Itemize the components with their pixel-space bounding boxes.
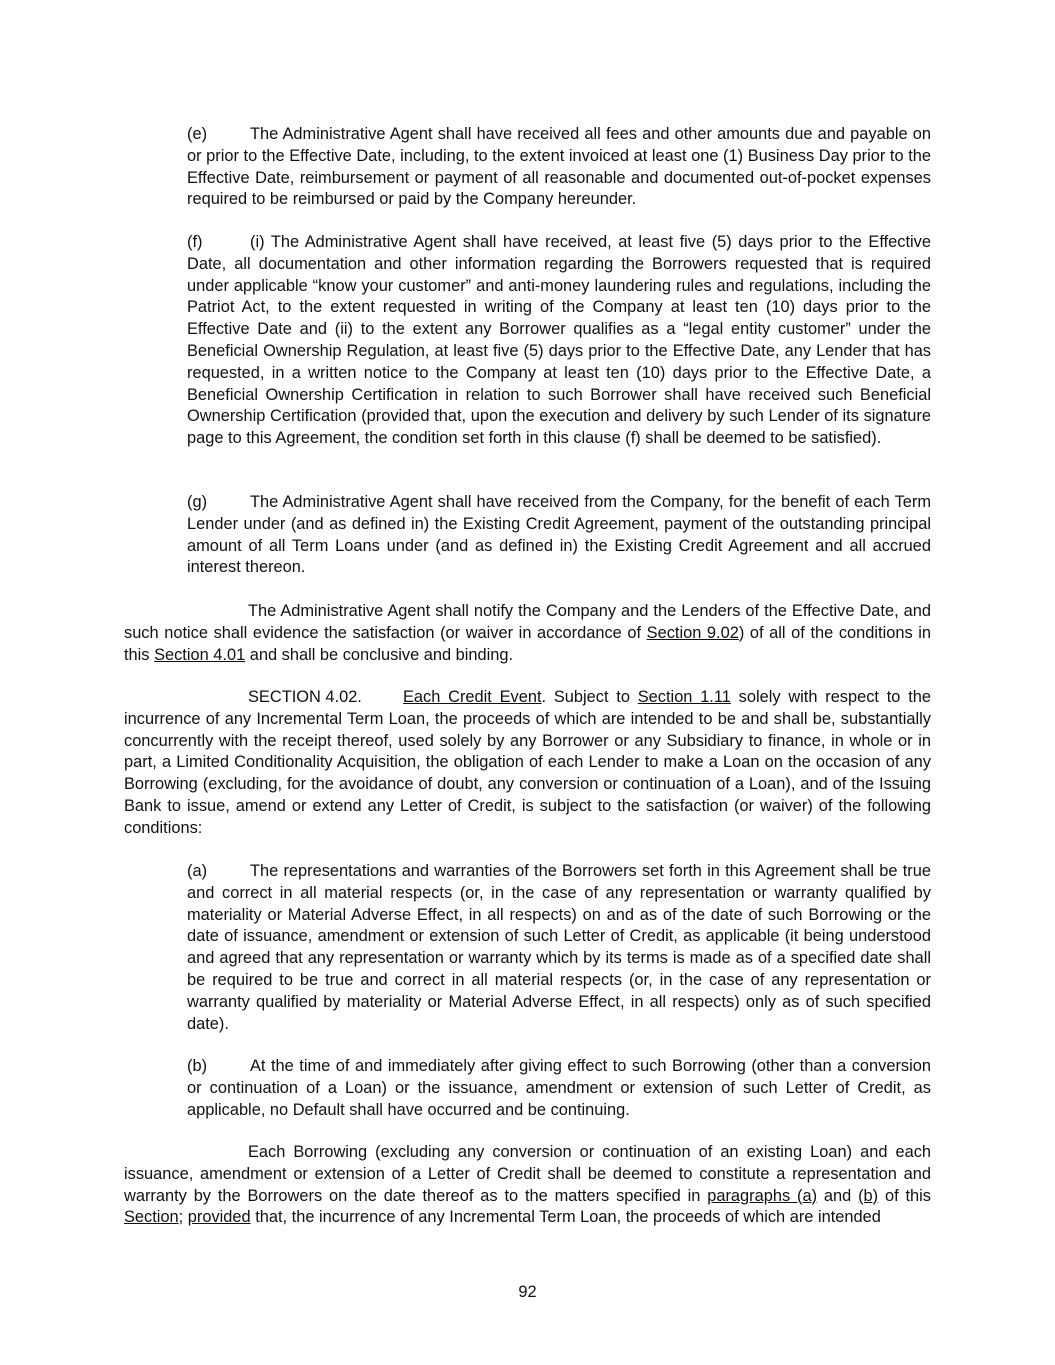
section-4-02-paragraph (124, 687, 931, 840)
effective-date-notice-paragraph (124, 601, 931, 666)
paragraph-label: (a) (187, 862, 208, 880)
provided-term: provided (187, 1208, 251, 1227)
paragraph-text: The Administrative Agent shall have received all fees and other amounts due and payable on or prior to the Effective Date, including, to the extent invoiced at least one (1) Business Day prior to the Effective Date, reimbursement or payment of all reasonable and documented out-of-pocket expenses required to be reimbursed or paid by the Company hereunder. (187, 125, 931, 209)
notice-text: and shall be conclusive and binding. (245, 645, 514, 664)
paragraph-b (187, 1056, 931, 1121)
section-9-02-reference: Section 9.02 (646, 623, 739, 642)
each-borrowing-paragraph (124, 1142, 931, 1229)
section-text: . Subject to (541, 688, 638, 706)
paragraph-a (187, 861, 931, 1035)
section-reference: Section (124, 1208, 179, 1227)
paragraph-text: The Administrative Agent shall have received from the Company, for the benefit of each Term Lender under (and as defined in) the Existing Credit Agreement, payment of the outstanding principal amount of all Term Loans under (and as defined in) the Existing Credit Agreement and all accrued interest thereon. (187, 493, 931, 577)
section-text: solely with respect to the incurrence of any Incremental Term Loan, the proceeds of which are intended to be and shall be, substantially concurrently with the receipt thereof, used solely by any Borrower or any Subsidiary to finance, in whole or in part, a Limited Conditionality Acquisition, the obligation of each Lender to make a Loan on the occasion of any Borrowing (excluding, for the avoidance of doubt, any conversion or continuation of a Loan), and of the Issuing Bank to issue, amend or extend any Letter of Credit, is subject to the satisfaction (or waiver) of the following conditions: (124, 688, 931, 837)
paragraph-b-reference: (b) (858, 1186, 879, 1205)
section-number: SECTION 4.02. (248, 688, 362, 706)
section-1-11-reference: Section 1.11 (637, 688, 731, 706)
paragraph-text: of this (878, 1186, 931, 1205)
paragraph-text: At the time of and immediately after giving effect to such Borrowing (other than a conversion or continuation of a Loan) or the issuance, amendment or extension of such Letter of Credit, as applicable, no Default shall have occurred and be continuing. (187, 1057, 931, 1119)
section-heading: Each Credit Event (403, 688, 542, 706)
paragraph-label: (g) (187, 493, 208, 511)
paragraph-e (187, 124, 931, 211)
paragraph-g (187, 492, 931, 579)
paragraph-text: Each Borrowing (excluding any conversion or continuation of an existing Loan) and each issuance, amendment or extension of a Letter of Credit shall be deemed to constitute a representation and warranty by the Borrowers on the date thereof as to the matters specified in (124, 1143, 931, 1205)
paragraph-f (187, 232, 931, 450)
paragraph-label: (b) (187, 1057, 208, 1075)
paragraph-label: (f) (187, 233, 203, 251)
paragraph-text: that, the incurrence of any Incremental Term Loan, the proceeds of which are intended (250, 1208, 881, 1227)
paragraph-label: (e) (187, 125, 208, 143)
paragraph-text: The representations and warranties of the Borrowers set forth in this Agreement shall be true and correct in all material respects (or, in the case of any representation or warranty qualified by materiality or Material Adverse Effect, in all respects) on and as of the date of such Borrowing or the date of issuance, amendment or extension of such Letter of Credit, as applicable (it being understood and agreed that any representation or warranty which by its terms is made as of a specified date shall be required to be true and correct in all material respects (or, in the case of any representation or warranty qualified by materiality or Material Adverse Effect, in all respects) only as of such specified date). (187, 862, 931, 1033)
notice-text: The Administrative Agent shall notify the Company and the Lenders of the Effective Date, and such notice shall evidence the satisfaction (or waiver in accordance of (124, 602, 931, 642)
notice-text: ) of all of the conditions in this (124, 623, 932, 664)
paragraph-text: and (817, 1186, 859, 1205)
paragraphs-a-reference: paragraphs (a) (707, 1186, 818, 1205)
paragraph-text: ; (178, 1208, 188, 1227)
page-number: 92 (518, 1283, 537, 1301)
section-4-01-reference: Section 4.01 (154, 645, 246, 664)
paragraph-text: (i) The Administrative Agent shall have received, at least five (5) days prior to the Effective Date, all documentation and other information regarding the Borrowers requested that is required under applicable “know your customer” and anti-money laundering rules and regulations, including the Patriot Act, to the extent requested in writing of the Company at least ten (10) days prior to the Effective Date and (ii) to the extent any Borrower qualifies as a “legal entity customer” under the Beneficial Ownership Regulation, at least five (5) days prior to the Effective Date, any Lender that has requested, in a written notice to the Company at least ten (10) days prior to the Effective Date, a Beneficial Ownership Certification in relation to such Borrower shall have received such Beneficial Ownership Certification (provided that, upon the execution and delivery by such Lender of its signature page to this Agreement, the condition set forth in this clause (f) shall be deemed to be satisfied). (187, 233, 931, 448)
